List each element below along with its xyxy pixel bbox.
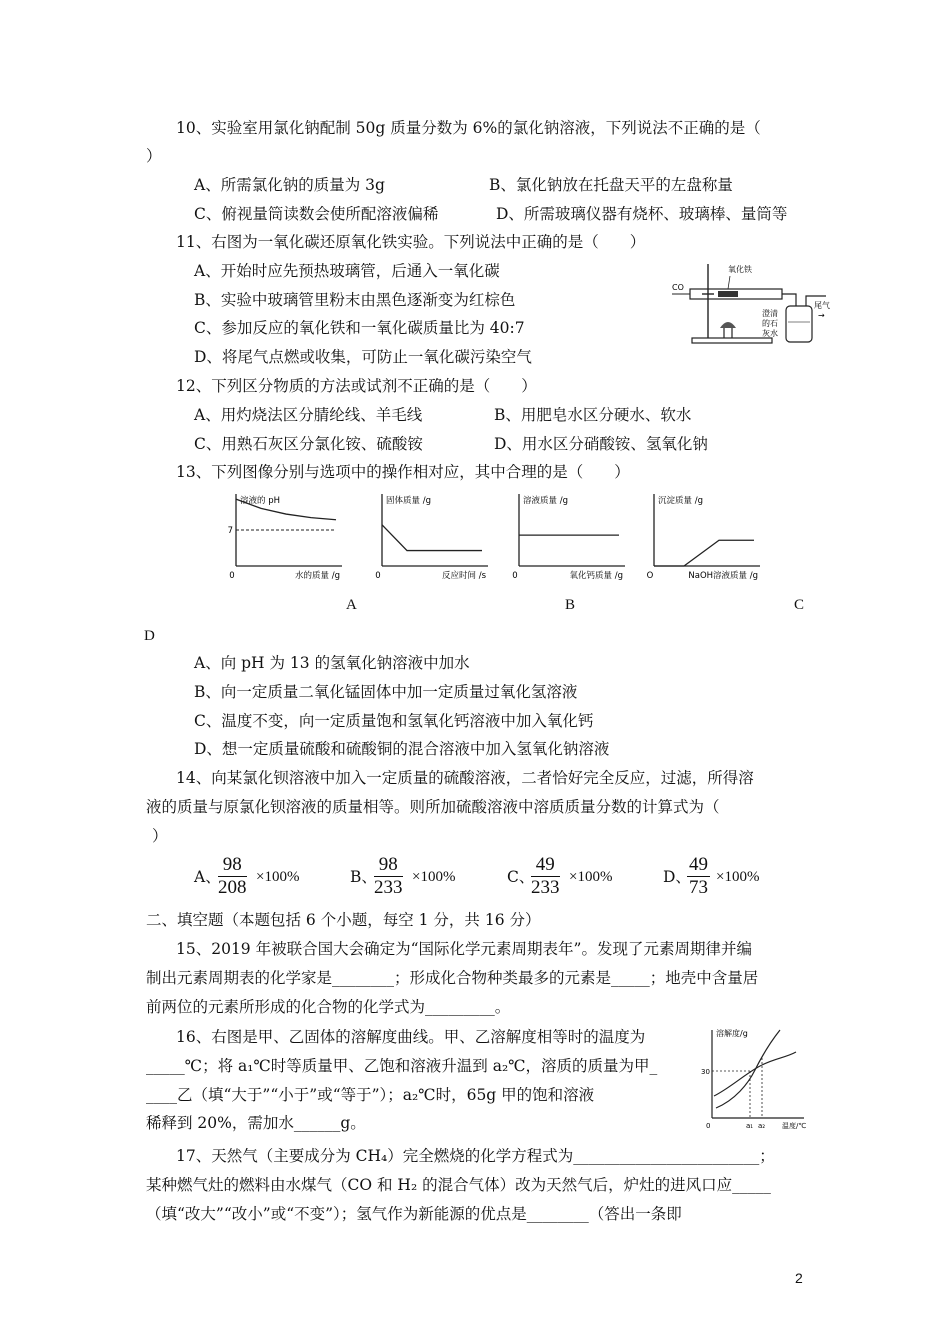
graph-3-y-label: 沉淀质量 /g: [658, 496, 703, 506]
q16-line2: _____℃；将 a₁℃时等质量甲、乙饱和溶液升温到 a₂℃，溶质的质量为甲_: [146, 1057, 658, 1075]
graph-3-origin: O: [646, 571, 654, 581]
numerator: 98: [374, 854, 403, 877]
q14-stem-line3: ）: [152, 827, 168, 845]
denominator: 233: [374, 877, 403, 898]
graph-2-origin: 0: [512, 571, 518, 581]
graph-1-series-line: [382, 525, 482, 551]
q16-line4: 稀释到 20%，需加水______g。: [146, 1114, 366, 1132]
a2-tick: a₂: [758, 1122, 766, 1130]
q17-line3: （填“改大”“改小”或“不变”）；氢气作为新能源的优点是________（答出一条即: [146, 1205, 682, 1223]
q16-line1: 16、右图是甲、乙固体的溶解度曲线。甲、乙溶解度相等时的温度为: [176, 1028, 646, 1046]
graph-label-a: A: [346, 597, 357, 613]
q14-stem-line1: 14、向某氯化钡溶液中加入一定质量的硫酸溶液，二者恰好完全反应，过滤，所得溶: [176, 769, 754, 787]
temperature-axis-label: 温度/℃: [782, 1122, 807, 1130]
graph-label-b: B: [565, 597, 576, 613]
page-number: 2: [795, 1270, 803, 1286]
q14-option-c-fraction: [531, 854, 560, 899]
q17-line1: 17、天然气（主要成分为 CH₄）完全燃烧的化学方程式为________________________；: [176, 1147, 775, 1165]
graph-3-x-label: NaOH溶液质量 /g: [688, 571, 758, 581]
y-tick-30: 30: [701, 1068, 710, 1076]
q13-option-a: A、向 pH 为 13 的氢氧化钠溶液中加水: [194, 654, 470, 672]
q12-option-a: A、用灼烧法区分腈纶线、羊毛线: [194, 406, 423, 424]
tail-gas-label: 尾气: [814, 301, 830, 310]
q11-stem: 11、右图为一氧化碳还原氧化铁实验。下列说法中正确的是（ ）: [176, 233, 646, 251]
denominator: 233: [531, 877, 560, 898]
q15-line3: 前两位的元素所形成的化合物的化学式为_________。: [146, 998, 511, 1016]
denominator: 73: [689, 877, 708, 898]
numerator: 49: [689, 854, 708, 875]
q12-option-c: C、用熟石灰区分氯化铵、硫酸铵: [194, 435, 423, 453]
graph-3-series-line: [654, 540, 754, 566]
q11-option-d: D、将尾气点燃或收集，可防止一氧化碳污染空气: [194, 348, 532, 366]
limewater-label-3: 灰水: [762, 329, 778, 338]
denominator: 208: [218, 877, 247, 898]
q15-line2: 制出元素周期表的化学家是________；形成化合物种类最多的元素是_____；地壳中含量居: [146, 969, 759, 987]
solubility-axis-label: 溶解度/g: [716, 1029, 748, 1038]
numerator: 49: [531, 854, 560, 877]
co-reduction-apparatus-figure: [668, 256, 838, 348]
q10-option-a: A、所需氯化钠的质量为 3g: [194, 176, 385, 194]
q10-option-c: C、俯视量筒读数会使所配溶液偏稀: [194, 205, 439, 223]
graph-2-x-label: 氧化钙质量 /g: [569, 571, 623, 581]
graph-0-origin: 0: [229, 571, 235, 581]
q11-option-a: A、开始时应先预热玻璃管，后通入一氧化碳: [194, 262, 500, 280]
origin-label: 0: [706, 1122, 711, 1130]
graph-label-c: C: [794, 597, 805, 613]
q15-line1: 15、2019 年被联合国大会确定为“国际化学元素周期表年”。发现了元素周期律并编: [176, 940, 752, 958]
graph-0-x-label: 水的质量 /g: [295, 571, 340, 581]
q13-option-d: D、想一定质量硫酸和硫酸铜的混合溶液中加入氢氧化钠溶液: [194, 740, 610, 758]
q14-stem-line2: 液的质量与原氯化钡溶液的质量相等。则所加硫酸溶液中溶质质量分数的计算式为（: [146, 798, 720, 816]
q16-line3: ____乙（填“大于”“小于”或“等于”）；a₂℃时，65g 甲的饱和溶液: [146, 1086, 595, 1104]
q14-option-b-letter: B、: [350, 868, 377, 886]
q14-option-b-mult: ×100%: [412, 869, 456, 885]
q12-option-b: B、用肥皂水区分硬水、软水: [494, 406, 692, 424]
q11-option-b: B、实验中玻璃管里粉末由黑色逐渐变为红棕色: [194, 291, 516, 309]
q14-option-a-fraction: [218, 854, 247, 899]
q10-stem-line2: ）: [146, 147, 162, 165]
graph-1-origin: 0: [375, 571, 381, 581]
q14-option-b-fraction: [374, 854, 403, 899]
q13-graphs: [220, 488, 760, 586]
q10-option-b: B、氯化钠放在托盘天平的左盘称量: [489, 176, 733, 194]
q17-line2: 某种燃气灶的燃料由水煤气（CO 和 H₂ 的混合气体）改为天然气后，炉灶的进风口应_____: [146, 1176, 771, 1194]
graph-2-y-label: 溶液质量 /g: [523, 496, 568, 506]
q14-option-d-fraction: [687, 854, 710, 899]
section-2-title: 二、填空题（本题包括 6 个小题，每空 1 分，共 16 分）: [146, 911, 541, 929]
q13-stem: 13、下列图像分别与选项中的操作相对应，其中合理的是（ ）: [176, 463, 630, 481]
q11-option-c: C、参加反应的氧化铁和一氧化碳质量比为 40:7: [194, 319, 525, 337]
solubility-curve-figure: [700, 1022, 810, 1130]
q14-option-a-letter: A、: [194, 868, 221, 886]
q14-option-d-mult: ×100%: [716, 869, 760, 885]
limewater-label-2: 的石: [762, 319, 778, 328]
q14-option-c-mult: ×100%: [569, 869, 613, 885]
q13-option-b: B、向一定质量二氧化锰固体中加一定质量过氧化氢溶液: [194, 683, 578, 701]
q14-option-a-mult: ×100%: [256, 869, 300, 885]
a1-tick: a₁: [746, 1122, 754, 1130]
graph-1-y-label: 固体质量 /g: [386, 496, 431, 506]
graph-0-reference-label: 7: [227, 526, 233, 536]
q10-stem-line1: 10、实验室用氯化钠配制 50g 质量分数为 6%的氯化钠溶液，下列说法不正确的是（: [176, 119, 761, 137]
q14-option-d-letter: D、: [663, 868, 691, 886]
iron-oxide-label: 氧化铁: [728, 265, 752, 274]
q12-option-d: D、用水区分硝酸铵、氢氧化钠: [494, 435, 708, 453]
numerator: 98: [218, 854, 247, 877]
graph-label-d: D: [144, 628, 155, 644]
q10-option-d: D、所需玻璃仪器有烧杯、玻璃棒、量筒等: [496, 205, 788, 223]
graph-1-x-label: 反应时间 /s: [442, 571, 486, 581]
q12-stem: 12、下列区分物质的方法或试剂不正确的是（ ）: [176, 377, 537, 395]
q13-option-c: C、温度不变，向一定质量饱和氢氧化钙溶液中加入氧化钙: [194, 712, 594, 730]
limewater-label-1: 澄清: [762, 309, 778, 318]
q14-option-c-letter: C、: [507, 868, 535, 886]
arrow-icon: →: [818, 311, 825, 320]
graph-0-y-label: 溶液的 pH: [240, 496, 280, 506]
co-label: CO: [672, 283, 684, 292]
